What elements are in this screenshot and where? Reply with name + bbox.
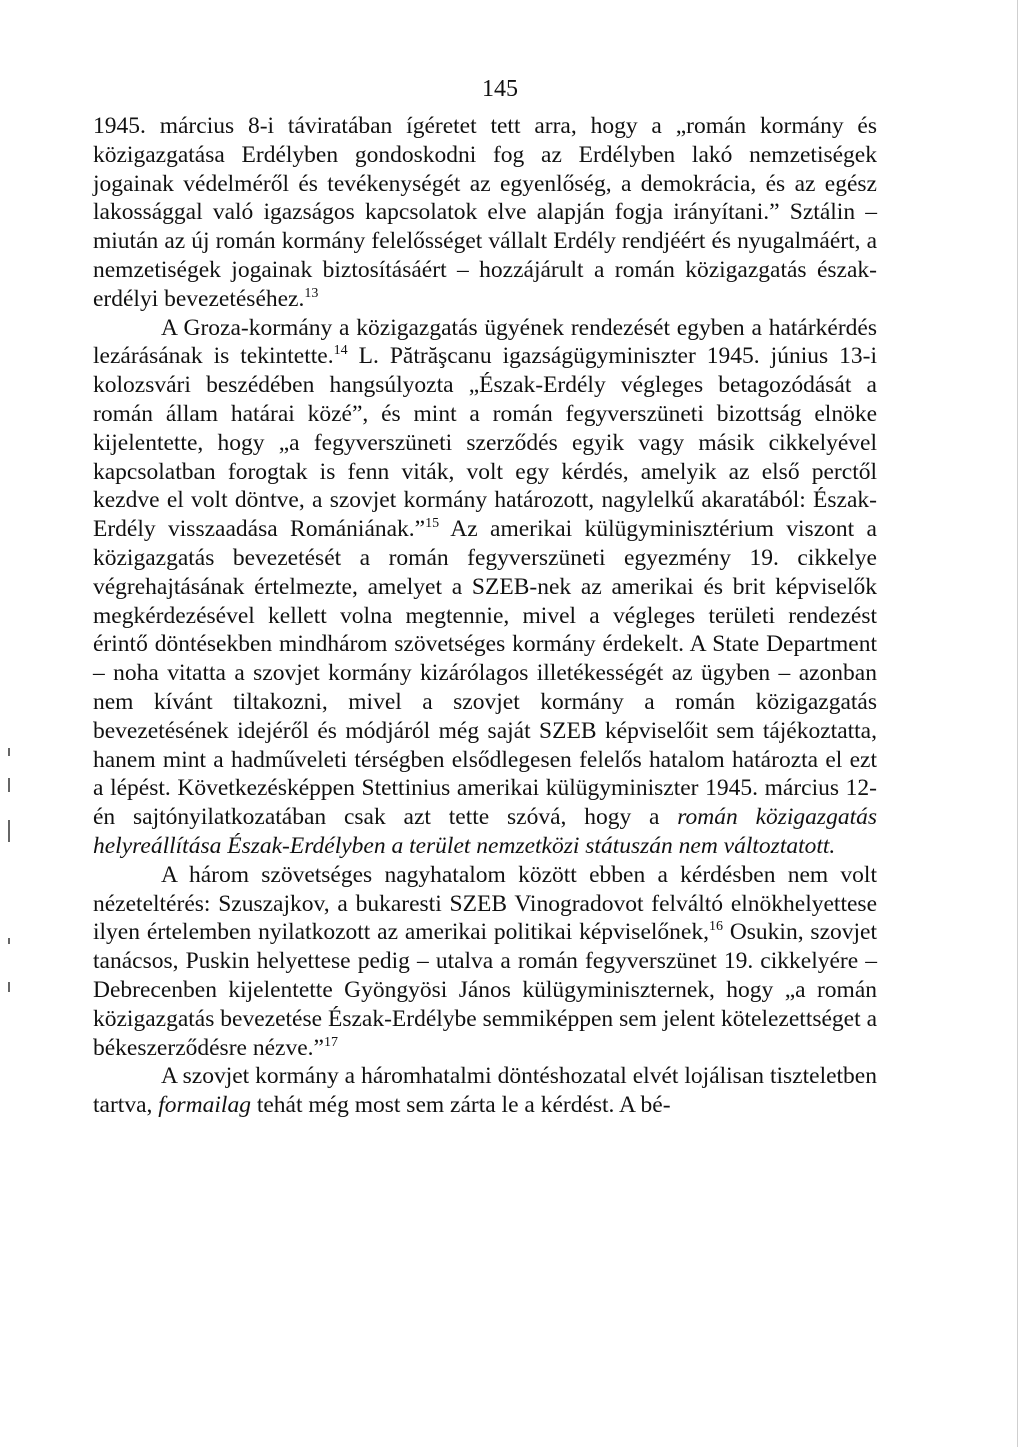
footnote-ref: 16 <box>708 919 723 935</box>
footnote-ref: 15 <box>425 516 440 532</box>
text-run: 1945. március 8-i táviratában ígéretet tett arra, hogy a „román kormány és közigazgatása Erdélyben gondoskodni fog az Erdélyben lakó nemzetiségek jogainak védelméről és tevékenységét az egyenlőség, a demokrácia, és az egész lakossággal való igazságos kapcsolatok elve alapján fogja irányítani.” Sztálin – miután az új román kormány felelősséget vállalt Erdély rendjéért és nyugalmáért, a nemzetiségek jogainak biztosításáért – hozzájárult a román közigazgatás észak-erdélyi bevezetéséhez. <box>93 113 877 312</box>
scan-mark <box>8 748 10 756</box>
scan-mark <box>8 938 10 944</box>
footnote-ref: 17 <box>323 1034 338 1050</box>
emphasis-text: román közigazgatás helyreállítása Észak-Erdélyben a terület nemzetközi státuszán nem változtatott. <box>93 804 877 859</box>
paragraph <box>93 861 877 1063</box>
text-run: Az amerikai külügyminisztérium viszont a közigazgatás bevezetését a román fegyverszüneti egyezmény 19. cikkelye végrehajtásának értelmezte, amelyet a SZEB-nek az amerikai és brit képviselők megkérdezésével kellett volna megtennie, mivel a végleges területi rendezést érintő döntésekben mindhárom szövetséges kormány érdekelt. A State Department – noha vitatta a szovjet kormány kizárólagos illetékességét az ügyben – azonban nem kívánt tiltakozni, mivel a szovjet kormány a román közigazgatás bevezetésének idejéről és módjáról még saját SZEB képviselőit sem tájékoztatta, hanem mint a hadműveleti térségben elsődlegesen felelős hatalom határozta el ezt a lépést. Következésképpen Stettinius amerikai külügyminiszter 1945. március 12-én sajtónyilatkozatában csak azt tette szóvá, hogy a <box>93 516 877 831</box>
body-text <box>93 112 877 1120</box>
scan-mark <box>8 820 10 842</box>
text-run: tehát még most sem zárta le a kérdést. A bé- <box>250 1092 671 1119</box>
page-edge <box>1017 0 1018 1447</box>
footnote-ref: 14 <box>333 343 348 359</box>
footnote-ref: 13 <box>304 285 319 301</box>
page-number: 145 <box>482 76 518 102</box>
paragraph <box>93 112 877 314</box>
text-run: A három szövetséges nagyhatalom között ebben a kérdésben nem volt nézeteltérés: Szuszajkov, a bukaresti SZEB Vinogradovot felváltó elnökhelyettese ilyen értelemben nyilatkozott az amerikai politikai képviselőnek, <box>93 861 877 946</box>
paragraph <box>93 1062 877 1120</box>
scan-mark <box>8 982 10 992</box>
scan-mark <box>8 778 10 792</box>
text-run: A Groza-kormány a közigazgatás ügyének rendezését egyben a határkérdés lezárásának is tekintette. <box>93 314 877 370</box>
emphasis-text: formailag <box>158 1092 251 1119</box>
text-run: A szovjet kormány a háromhatalmi döntéshozatal elvét lojálisan tiszteletben tartva, <box>93 1063 877 1119</box>
text-run: Osukin, szovjet tanácsos, Puskin helyettese pedig – utalva a román fegyverszünet 19. cikkelyére – Debrecenben kijelentette Gyöngyösi János külügyminiszternek, hogy „a román közigazgatás bevezetése Észak-Erdélybe semmiképpen sem jelent kötelezettséget a békeszerződésre nézve.” <box>93 919 877 1061</box>
paragraph <box>93 314 877 861</box>
text-run: L. Pătrăşcanu igazságügyminiszter 1945. június 13-i kolozsvári beszédében hangsúlyozta „Észak-Erdély végleges betagozódását a román állam határai közé”, és mint a román fegyverszüneti bizottság elnöke kijelentette, hogy „a fegyverszüneti szerződés egyik vagy másik cikkelyével kapcsolatban forogtak is fenn viták, volt egy kérdés, amelyik az első perctől kezdve el volt döntve, a szovjet kormány határozott, nagylelkű akaratából: Észak-Erdély visszaadása Romániának.” <box>93 343 877 543</box>
